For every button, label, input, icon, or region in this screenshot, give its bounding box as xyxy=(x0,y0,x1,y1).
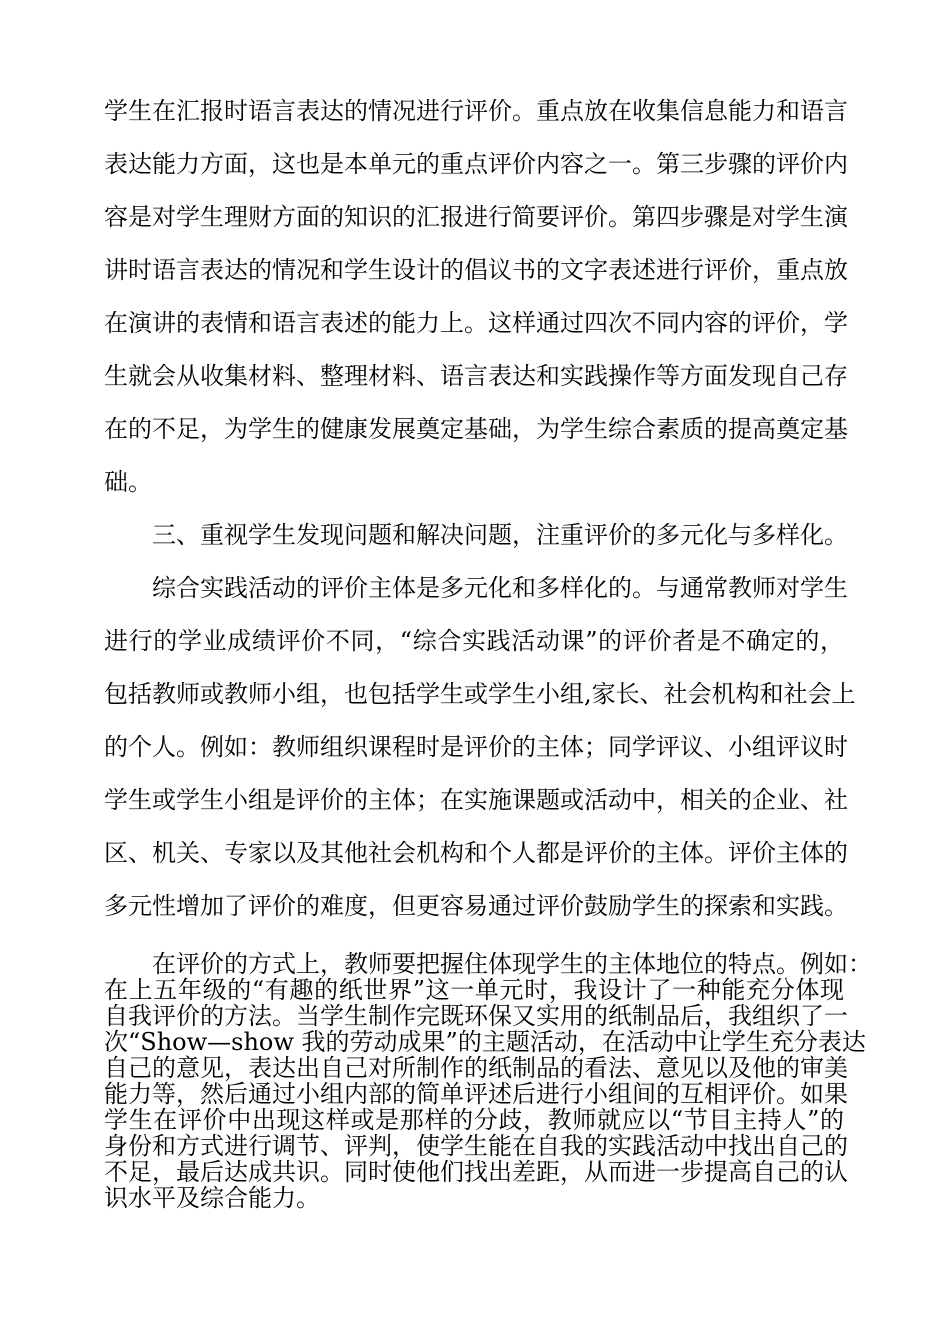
paragraph-1-line: 学生在汇报时语言表达的情况进行评价。重点放在收集信息能力和语言 xyxy=(104,97,848,125)
paragraph-1-line: 容是对学生理财方面的知识的汇报进行简要评价。第四步骤是对学生演 xyxy=(104,203,848,231)
paragraph-3-line: 在评价的方式上，教师要把握住体现学生的主体地位的特点。例如： xyxy=(152,950,872,978)
paragraph-1-line: 础。 xyxy=(104,468,152,496)
paragraph-1-line: 在演讲的表情和语言表述的能力上。这样通过四次不同内容的评价，学 xyxy=(104,309,848,337)
paragraph-3-line: 能力等，然后通过小组内部的简单评述后进行小组间的互相评价。如果 xyxy=(104,1080,848,1108)
paragraph-3-line: 自己的意见，表达出自己对所制作的纸制品的看法、意见以及他的审美 xyxy=(104,1054,848,1082)
paragraph-3-line: 在上五年级的“有趣的纸世界”这一单元时，我设计了一种能充分体现 xyxy=(104,976,844,1004)
paragraph-3-line: 身份和方式进行调节、评判，使学生能在自我的实践活动中找出自己的 xyxy=(104,1132,848,1160)
paragraph-2-line: 包括教师或教师小组，也包括学生或学生小组,家长、社会机构和社会上 xyxy=(104,680,856,708)
paragraph-3-line: 识水平及综合能力。 xyxy=(104,1184,320,1212)
paragraph-1-line: 讲时语言表达的情况和学生设计的倡议书的文字表述进行评价，重点放 xyxy=(104,256,848,284)
paragraph-2-line: 进行的学业成绩评价不同，“综合实践活动课”的评价者是不确定的， xyxy=(104,627,844,655)
paragraph-3-line: 自我评价的方法。当学生制作完既环保又实用的纸制品后，我组织了一 xyxy=(104,1002,848,1030)
paragraph-3-line: 次“Show—show 我的劳动成果”的主题活动，在活动中让学生充分表达 xyxy=(104,1028,866,1056)
paragraph-2-line: 多元性增加了评价的难度，但更容易通过评价鼓励学生的探索和实践。 xyxy=(104,892,848,920)
paragraph-2-line: 区、机关、专家以及其他社会机构和个人都是评价的主体。评价主体的 xyxy=(104,839,848,867)
paragraph-2-line: 学生或学生小组是评价的主体；在实施课题或活动中，相关的企业、社 xyxy=(104,786,848,814)
paragraph-3-line: 学生在评价中出现这样或是那样的分歧，教师就应以“节目主持人”的 xyxy=(104,1106,844,1134)
paragraph-2-line: 综合实践活动的评价主体是多元化和多样化的。与通常教师对学生 xyxy=(152,574,848,602)
paragraph-1-line: 在的不足，为学生的健康发展奠定基础，为学生综合素质的提高奠定基 xyxy=(104,415,848,443)
paragraph-1-line: 表达能力方面，这也是本单元的重点评价内容之一。第三步骤的评价内 xyxy=(104,150,848,178)
paragraph-1-line: 生就会从收集材料、整理材料、语言表达和实践操作等方面发现自己存 xyxy=(104,362,848,390)
paragraph-2-line: 的个人。例如：教师组织课程时是评价的主体；同学评议、小组评议时 xyxy=(104,733,848,761)
paragraph-3-line: 不足，最后达成共识。同时使他们找出差距，从而进一步提高自己的认 xyxy=(104,1158,848,1186)
section-heading: 三、重视学生发现问题和解决问题，注重评价的多元化与多样化。 xyxy=(152,521,848,549)
